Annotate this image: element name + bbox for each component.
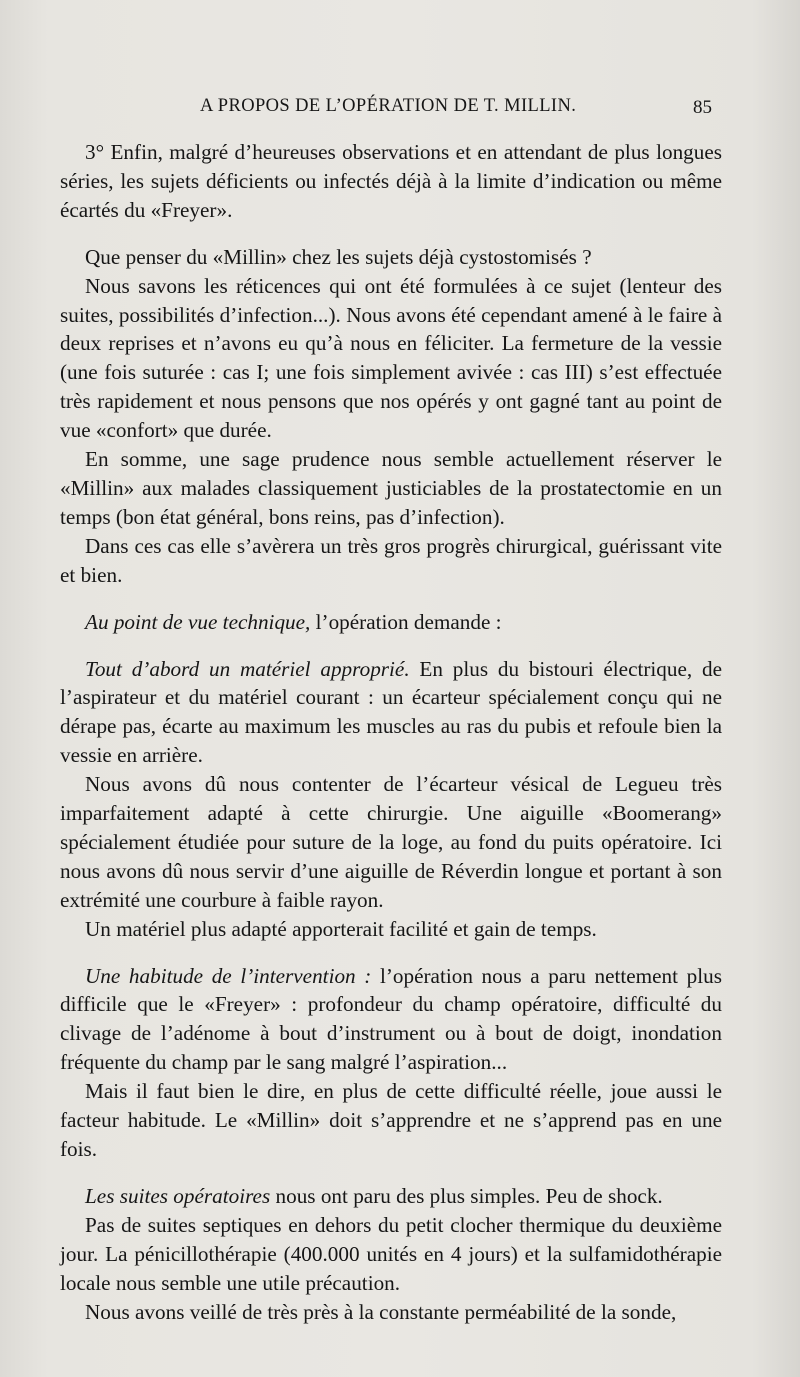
paragraph-septiques [60, 1211, 722, 1298]
paragraph-text: Nous avons dû nous contenter de l’écarteur vésical de Legueu très imparfaitement adapté à cette chirurgie. Une aiguille «Boomerang» spécialement étudiée pour suture de la loge, au fond du puits opératoire. Ici nous avons dû nous servir d’une aiguille de Réverdin longue et portant à son extrémité une courbure à faible rayon. [60, 772, 722, 912]
paragraph-text: Nous avons veillé de très près à la constante perméabilité de la sonde, [85, 1299, 677, 1324]
paragraph-question [60, 243, 722, 272]
paragraph-text: Un matériel plus adapté apporterait facilité et gain de temps. [85, 916, 597, 941]
paragraph-facteur-habitude [60, 1077, 722, 1164]
paragraph-lead: Les suites opératoires [85, 1183, 271, 1208]
paragraph-lead: Au point de vue technique, [85, 609, 311, 634]
paragraph-3-enfin [60, 138, 722, 225]
paragraph-reticences [60, 272, 722, 445]
paragraph-lead: Une habitude de l’intervention : [85, 963, 372, 988]
paragraph-text: En somme, une sage prudence nous semble actuellement réserver le «Millin» aux malades classiquement justiciables de la prostatectomie en un temps (bon état général, bons reins, pas d’infection). [60, 447, 722, 529]
paragraph-text: Dans ces cas elle s’avèrera un très gros progrès chirurgical, guérissant vite et bien. [60, 533, 722, 587]
paragraph-point-de-vue [60, 608, 722, 637]
paragraph-dans-ces-cas [60, 532, 722, 590]
paragraph-text: l’opération demande : [310, 609, 502, 634]
paragraph-text: Mais il faut bien le dire, en plus de cette difficulté réelle, joue aussi le facteur habitude. Le «Millin» doit s’apprendre et ne s’apprend pas en une fois. [60, 1079, 722, 1161]
paragraph-sonde [60, 1298, 722, 1327]
paragraph-en-somme [60, 445, 722, 532]
paragraph-text: l’opération nous a paru nettement plus difficile que le «Freyer» : profondeur du champ opératoire, difficulté du clivage de l’adénome à bout d’instrument ou à bout de doigt, inondation fréquente du champ par le sang malgré l’aspiration... [60, 963, 722, 1075]
paragraph-materiel [60, 655, 722, 771]
page-number: 85 [693, 97, 712, 118]
paragraph-text: 3° Enfin, malgré d’heureuses observations et en attendant de plus longues séries, les sujets déficients ou infectés déjà à la limite d’indication ou même écartés du «Freyer». [60, 140, 722, 222]
paragraph-text: Nous savons les réticences qui ont été formulées à ce sujet (lenteur des suites, possibilités d’infection...). Nous avons été cependant amené à le faire à deux reprises et n’avons eu qu’à nous en féliciter. La fermeture de la vessie (une fois suturée : cas I; une fois simplement avivée : cas III) s’est effectuée très rapidement et nous pensons que nos opérés y ont gagné tant au point de vue «confort» que durée. [60, 273, 722, 443]
paragraph-lead: Tout d’abord un matériel approprié. [85, 656, 410, 681]
paragraph-text: Pas de suites septiques en dehors du petit clocher thermique du deuxième jour. La pénicillothérapie (400.000 unités en 4 jours) et la sulfamidothérapie locale nous semble une utile précaution. [60, 1212, 722, 1295]
running-title: A PROPOS DE L’OPÉRATION DE T. MILLIN. [200, 96, 577, 116]
paragraph-suites [60, 1182, 722, 1211]
paragraph-text: En plus du bistouri électrique, de l’aspirateur et du matériel courant : un écarteur spécialement conçu qui ne dérape pas, écarte au maximum les muscles au ras du pubis et refoule bien la vessie en arrière. [60, 656, 722, 768]
page-body [60, 138, 722, 1326]
paragraph-materiel-adapte [60, 915, 722, 944]
paragraph-text: nous ont paru des plus simples. Peu de shock. [270, 1183, 663, 1208]
paragraph-ecarteur [60, 770, 722, 915]
running-header [0, 96, 800, 126]
paragraph-habitude [60, 962, 722, 1078]
paragraph-text: Que penser du «Millin» chez les sujets déjà cystostomisés ? [85, 244, 592, 269]
